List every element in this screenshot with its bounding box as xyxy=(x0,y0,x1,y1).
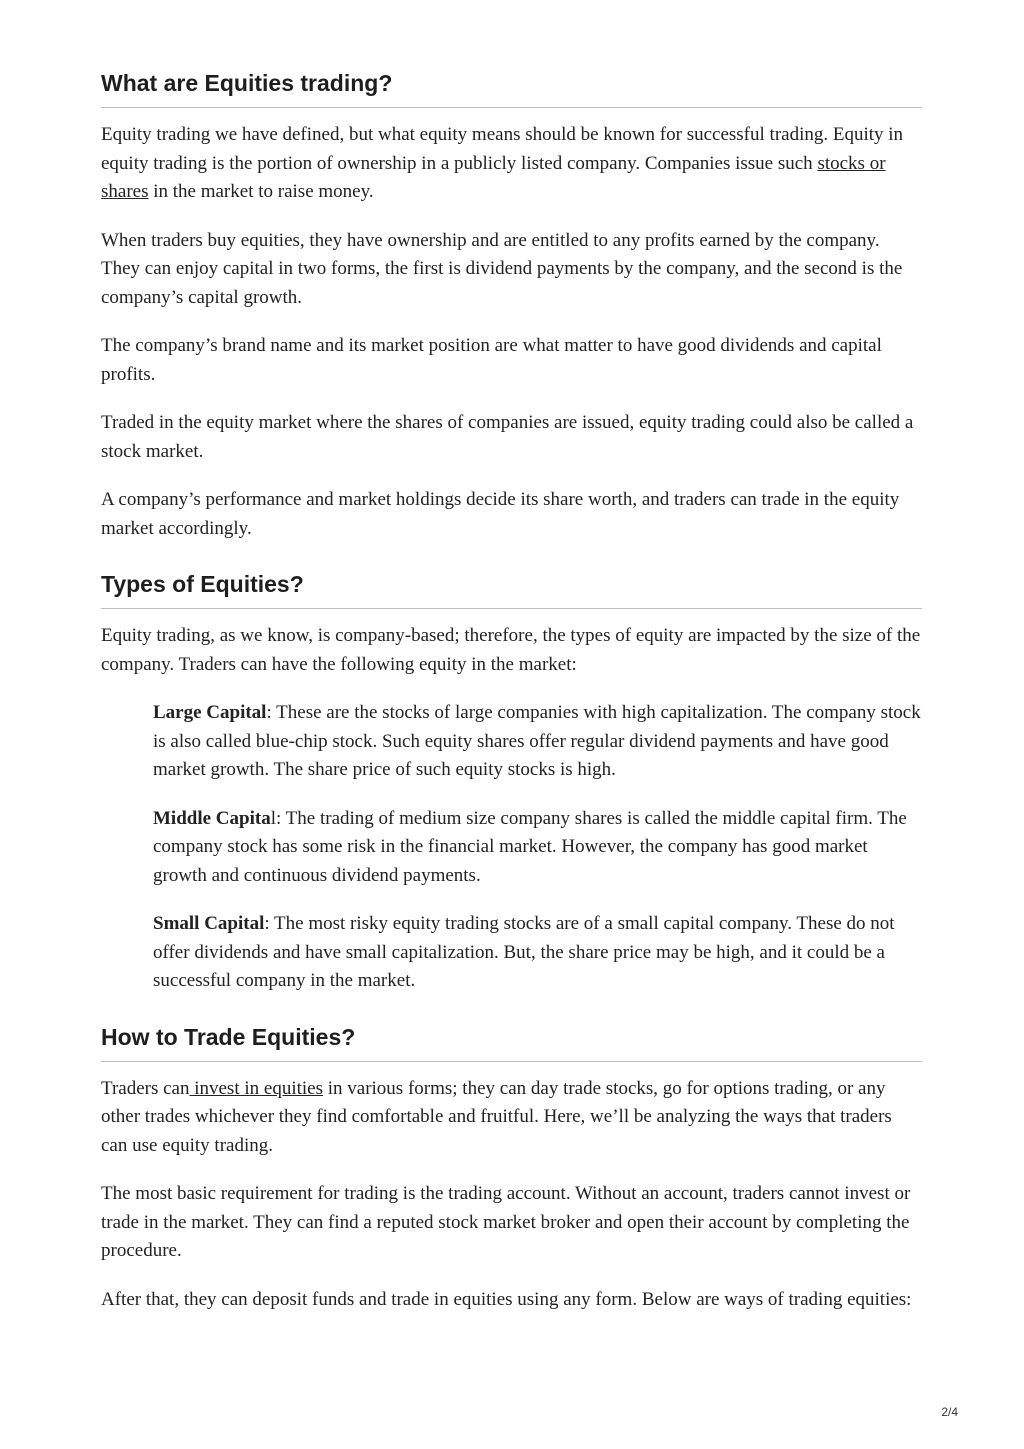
section-heading: How to Trade Equities? xyxy=(101,1024,922,1062)
paragraph: The most basic requirement for trading is the trading account. Without an account, traders cannot invest or trade in the market. They can find a reputed stock market broker and open their account by completing the procedure. xyxy=(101,1183,911,1261)
section-heading: What are Equities trading? xyxy=(101,70,922,108)
paragraph: Equity trading, as we know, is company-based; therefore, the types of equity are impacted by the size of the company. Traders can have the following equity in the market: xyxy=(101,625,921,675)
paragraph-text: in the market to raise money. xyxy=(148,181,374,202)
article-content xyxy=(101,70,922,1314)
list-item-term: Small Capital xyxy=(153,913,265,934)
invest-in-equities-link[interactable]: invest in equities xyxy=(189,1077,323,1099)
page-number: 2/4 xyxy=(941,1405,958,1419)
section-what-are-equities xyxy=(101,70,922,543)
list-item xyxy=(153,910,922,996)
list-item-text: : The trading of medium size company shares is called the middle capital firm. The company stock has some risk in the financial market. However, the company has good market growth and continuous dividend payments. xyxy=(153,807,907,886)
paragraph: After that, they can deposit funds and trade in equities using any form. Below are ways of trading equities: xyxy=(101,1288,912,1310)
equity-types-list xyxy=(153,699,922,996)
list-item-text: : These are the stocks of large companies with high capitalization. The company stock is also called blue-chip stock. Such equity shares offer regular dividend payments and have good market growth. The share price of such equity stocks is high. xyxy=(153,702,921,780)
paragraph-text: Traders can xyxy=(101,1077,190,1099)
list-item xyxy=(153,805,922,891)
list-item xyxy=(153,699,922,785)
list-item-text: : The most risky equity trading stocks are of a small capital company. These do not offer dividends and have small capitalization. But, the share price may be high, and it could be a successful company in the market. xyxy=(153,913,895,991)
section-heading: Types of Equities? xyxy=(101,571,922,609)
paragraph xyxy=(101,121,922,207)
paragraph: Traded in the equity market where the shares of companies are issued, equity trading could also be called a stock market. xyxy=(101,412,914,462)
paragraph: A company’s performance and market holdings decide its share worth, and traders can trade in the equity market accordingly. xyxy=(101,489,900,539)
paragraph-text: in various forms; they can day trade stocks, go for options trading, or any other trades whichever they find comfortable and fruitful. Here, we’ll be analyzing the ways that traders can use equity trading. xyxy=(101,1077,892,1156)
paragraph: The company’s brand name and its market position are what matter to have good dividends and capital profits. xyxy=(101,335,882,385)
paragraph-text: Equity trading we have defined, but what equity means should be known for successful trading. Equity in equity trading is the portion of ownership in a publicly listed company. Companies issue such xyxy=(101,124,904,174)
list-item-term-tail: l xyxy=(270,807,276,829)
paragraph: When traders buy equities, they have ownership and are entitled to any profits earned by the company. They can enjoy capital in two forms, the first is dividend payments by the company, and the second is the company’s capital growth. xyxy=(101,229,903,308)
stocks-or-shares-link[interactable]: stocks or shares xyxy=(101,152,886,202)
section-how-to-trade xyxy=(101,1024,922,1315)
list-item-term: Middle Capita xyxy=(153,807,271,829)
list-item-term: Large Capital xyxy=(153,702,267,723)
section-types-of-equities xyxy=(101,571,922,996)
paragraph xyxy=(101,1075,922,1161)
